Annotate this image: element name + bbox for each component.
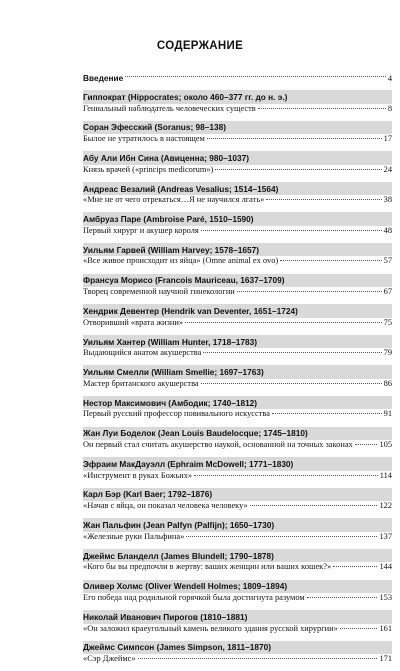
toc-heading-text: Эфраим МакДауэлл (Ephraim McDowell; 1771–1830): [83, 458, 294, 469]
toc-entry: [83, 212, 392, 243]
toc-page-number: 4: [387, 73, 392, 83]
toc-subtitle-row: [83, 165, 392, 178]
toc-subtitle: Князь врачей («princips medicorum»): [83, 164, 214, 174]
toc-entry: [83, 335, 392, 366]
toc-page-number: 17: [383, 134, 392, 144]
toc-entry: [83, 365, 392, 396]
toc-heading: [83, 488, 392, 502]
toc-heading: [83, 274, 392, 288]
toc-heading-text: Андреас Везалий (Andreas Vesalius; 1514–1564): [83, 183, 279, 194]
toc-page-number: 38: [383, 195, 392, 205]
toc-subtitle-row: [83, 409, 392, 422]
toc-subtitle: Отворивший «врата жизни»: [83, 317, 184, 327]
toc-entry: [83, 549, 392, 580]
toc-entry: [83, 182, 392, 213]
toc-page-number: 91: [383, 409, 392, 419]
toc-subtitle: Былое не утратилось в настоящем: [83, 134, 205, 144]
toc-page-number: 114: [379, 470, 392, 480]
toc-heading-text: Нестор Максимович (Амбодик; 1740–1812): [83, 397, 258, 408]
toc-page-number: 105: [379, 440, 392, 450]
toc-heading: [83, 212, 392, 226]
toc-subtitle-row: [83, 501, 392, 514]
toc-heading: [83, 641, 392, 655]
toc-subtitle-row: [83, 624, 392, 637]
toc-subtitle-row: [83, 532, 392, 545]
toc-subtitle: «Сэр Джеймс»: [83, 654, 136, 664]
toc-subtitle: Его победа над родильной горячкой была достигнута разумом: [83, 593, 305, 602]
toc-subtitle-row: [83, 562, 392, 575]
toc-entry: [83, 610, 392, 641]
toc-heading-text: Франсуа Морисо (Francois Mauriceau, 1637–1709): [83, 275, 285, 286]
toc-heading: [83, 518, 392, 532]
toc-heading-text: Амбруаз Паре (Ambroise Paré, 1510–1590): [83, 214, 254, 225]
toc-heading: [83, 151, 392, 165]
toc-page-number: 75: [383, 317, 392, 327]
toc-heading-text: Джеймс Симпсон (James Simpson, 1811–1870): [83, 642, 271, 653]
toc-page-number: 8: [387, 103, 392, 113]
toc-entry: [83, 396, 392, 427]
toc-subtitle-row: [83, 195, 392, 208]
toc-heading-text: Гиппократ (Hippocrates; около 460–377 гг. до н. э.): [83, 91, 288, 102]
toc-entry: [83, 151, 392, 182]
toc-entry: [83, 580, 392, 611]
table-of-contents: [83, 72, 392, 671]
page-title: СОДЕРЖАНИЕ: [156, 40, 244, 52]
toc-subtitle-row: [83, 287, 392, 300]
dot-leader: [280, 260, 381, 261]
toc-heading-text: Хендрик Девентер (Hendrik van Deventer, 1651–1724): [83, 305, 298, 316]
toc-page-number: 122: [379, 501, 392, 511]
toc-heading-text: Уильям Смелли (William Smellie; 1697–1763): [83, 367, 264, 378]
dot-leader: [185, 322, 382, 323]
toc-heading: [83, 457, 392, 471]
toc-subtitle-row: [83, 654, 392, 667]
toc-subtitle-row: [83, 134, 392, 147]
toc-subtitle: Творец современной научной гинекологии: [83, 287, 235, 297]
toc-heading: [83, 365, 392, 379]
dot-leader: [250, 505, 378, 506]
toc-page-number: 153: [379, 593, 392, 602]
toc-heading: [83, 182, 392, 196]
dot-leader: [355, 444, 378, 445]
toc-entry: [83, 243, 392, 274]
toc-heading: [83, 90, 392, 104]
dot-leader: [340, 628, 378, 629]
toc-subtitle: Выдающийся анатом акушерства: [83, 348, 202, 358]
dot-leader: [138, 658, 378, 659]
toc-heading: [83, 396, 392, 410]
toc-subtitle-row: [83, 226, 392, 239]
toc-heading-text: Абу Али Ибн Сина (Авиценна; 980–1037): [83, 152, 249, 163]
toc-entry: [83, 488, 392, 519]
toc-heading-text: Жан Пальфин (Jean Palfyn (Palfijn); 1650–1730): [83, 520, 275, 531]
toc-subtitle-row: [83, 104, 392, 117]
toc-heading-text: Уильям Хантер (William Hunter, 1718–1783): [83, 336, 258, 347]
toc-subtitle: «Железные руки Пальфина»: [83, 531, 185, 541]
toc-page-number: 86: [383, 378, 392, 388]
toc-subtitle-row: [83, 256, 392, 269]
dot-leader: [272, 413, 382, 414]
toc-entry: [83, 457, 392, 488]
dot-leader: [194, 475, 378, 476]
toc-entry: [83, 121, 392, 152]
toc-heading-text: Уильям Гарвей (William Harvey; 1578–1657): [83, 244, 259, 255]
dot-leader: [307, 597, 378, 598]
toc-subtitle-row: [83, 593, 392, 606]
toc-subtitle: «Кого бы вы предпочли в жертву: ваших женщин или ваших кошек?»: [83, 562, 332, 572]
toc-page-number: 57: [383, 256, 392, 266]
dot-leader: [237, 291, 382, 292]
toc-entry: [83, 427, 392, 458]
dot-leader: [186, 536, 377, 537]
toc-subtitle-row: [83, 440, 392, 453]
toc-page-number: 24: [383, 164, 392, 174]
toc-subtitle: «Начав с яйца, он показал человека человеку»: [83, 501, 248, 511]
toc-page-number: 79: [383, 348, 392, 358]
toc-heading-text: Карл Бэр (Karl Baer; 1792–1876): [83, 489, 213, 500]
toc-heading: [83, 549, 392, 563]
toc-heading-text: Оливер Холмс (Oliver Wendell Holmes; 1809–1894): [83, 581, 288, 592]
toc-subtitle: Он первый стал считать акушерство наукой, основанной на точных законах: [83, 440, 353, 450]
toc-subtitle-row: [83, 348, 392, 361]
toc-heading: [83, 243, 392, 257]
toc-entry: [83, 518, 392, 549]
toc-subtitle: «Инструмент в руках Божьих»: [83, 470, 193, 480]
toc-heading: [83, 121, 392, 135]
toc-page-number: 144: [379, 562, 392, 572]
toc-heading: [83, 610, 392, 624]
toc-subtitle: Первый хирург и акушер короля: [83, 225, 199, 235]
toc-page-number: 161: [379, 623, 392, 633]
dot-leader: [258, 108, 386, 109]
dot-leader: [266, 199, 381, 200]
toc-page-number: 137: [379, 531, 392, 541]
toc-page-number: 67: [383, 287, 392, 297]
toc-heading: [83, 580, 392, 594]
dot-leader: [203, 352, 381, 353]
toc-entry: [83, 274, 392, 305]
toc-subtitle: «Он заложил краеугольный камень великого здания русской хирургии»: [83, 623, 338, 633]
toc-entry: [83, 641, 392, 671]
toc-heading-text: Жан Луи Боделок (Jean Louis Baudelocque; 1745–1810): [83, 428, 308, 439]
toc-page-number: 48: [383, 225, 392, 235]
toc-heading-text: Соран Эфесский (Soranus; 98–138): [83, 122, 226, 133]
toc-subtitle: Мастер британского акушерства: [83, 378, 199, 388]
dot-leader: [207, 138, 382, 139]
toc-heading-text: Введение: [83, 73, 124, 83]
dot-leader: [201, 383, 382, 384]
toc-subtitle: «Все живое происходит из яйца» (Omne animal ex ovo): [83, 256, 279, 266]
toc-heading: [83, 72, 392, 84]
toc-heading: [83, 304, 392, 318]
toc-subtitle-row: [83, 471, 392, 484]
toc-heading-text: Джеймс Бланделл (James Blundell; 1790–1878): [83, 550, 274, 561]
dot-leader: [125, 76, 386, 77]
toc-entry: [83, 90, 392, 121]
toc-subtitle-row: [83, 379, 392, 392]
toc-heading: [83, 427, 392, 441]
toc-entry: [83, 304, 392, 335]
toc-heading: [83, 335, 392, 349]
toc-page-number: 171: [379, 654, 392, 664]
toc-subtitle-row: [83, 318, 392, 331]
toc-subtitle: Первый русский профессор повивального искусства: [83, 409, 270, 419]
dot-leader: [215, 169, 381, 170]
dot-leader: [333, 566, 377, 567]
toc-entry-intro: [83, 72, 392, 84]
toc-heading-text: Николай Иванович Пирогов (1810–1881): [83, 611, 248, 622]
toc-subtitle: «Мне не от чего отрекаться…Я не научился лгать»: [83, 195, 265, 205]
dot-leader: [201, 230, 382, 231]
toc-subtitle: Гениальный наблюдатель человеческих существ: [83, 103, 256, 113]
